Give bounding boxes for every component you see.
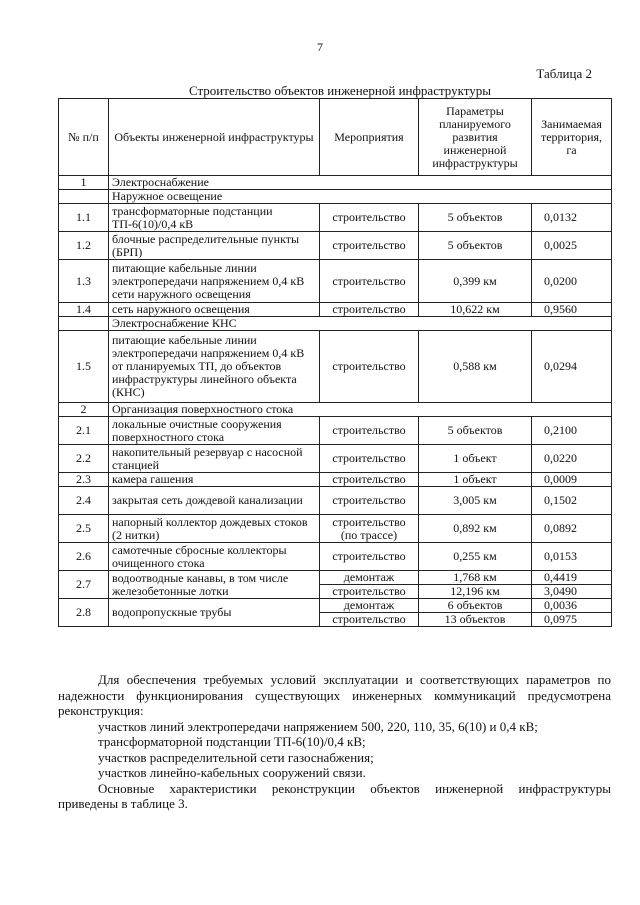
row-activity: строительство	[320, 303, 419, 317]
row-object: водопропускные трубы	[109, 599, 320, 627]
header-activities: Мероприятия	[320, 99, 419, 176]
row-object: блочные распределительные пункты (БРП)	[109, 232, 320, 260]
table-row	[59, 417, 612, 445]
subsection-row	[59, 317, 612, 331]
row-param: 6 объектов	[419, 599, 532, 613]
section-title: Электроснабжение	[109, 176, 612, 190]
row-param: 0,892 км	[419, 515, 532, 543]
row-num-empty	[59, 190, 109, 204]
row-param: 3,005 км	[419, 487, 532, 515]
row-object: напорный коллектор дождевых стоков (2 нитки)	[109, 515, 320, 543]
row-num: 1.4	[59, 303, 109, 317]
list-item: участков распределительной сети газоснабжения;	[98, 749, 374, 765]
row-num: 2.7	[59, 571, 109, 599]
row-param: 1 объект	[419, 445, 532, 473]
row-num: 2.6	[59, 543, 109, 571]
row-activity: строительство	[320, 543, 419, 571]
row-object: накопительный резервуар с насосной станцией	[109, 445, 320, 473]
row-num: 2	[59, 403, 109, 417]
section-title: Организация поверхностного стока	[109, 403, 612, 417]
subsection-title: Электроснабжение КНС	[109, 317, 612, 331]
row-area: 0,0036	[532, 599, 612, 613]
row-object: самотечные сбросные коллекторы очищенного стока	[109, 543, 320, 571]
row-area: 0,0892	[532, 515, 612, 543]
row-area: 0,0025	[532, 232, 612, 260]
row-num: 2.2	[59, 445, 109, 473]
row-param: 0,399 км	[419, 260, 532, 303]
row-num: 1.2	[59, 232, 109, 260]
subsection-row	[59, 190, 612, 204]
section-row	[59, 176, 612, 190]
row-activity: демонтаж	[320, 599, 419, 613]
row-object: питающие кабельные линии электропередачи напряжением 0,4 кВ от планируемых ТП, до объектов инфраструктуры линейного объекта (КНС)	[109, 331, 320, 403]
row-activity: демонтаж	[320, 571, 419, 585]
list-item: участков линейно-кабельных сооружений связи.	[98, 765, 366, 780]
subsection-title: Наружное освещение	[109, 190, 612, 204]
row-activity: строительство	[320, 445, 419, 473]
table-row	[59, 515, 612, 543]
list-item: трансформаторной подстанции ТП-6(10)/0,4 кВ;	[98, 734, 366, 749]
header-objects: Объекты инженерной инфраструктуры	[109, 99, 320, 176]
row-object: закрытая сеть дождевой канализации	[109, 487, 320, 515]
row-area: 0,9560	[532, 303, 612, 317]
row-area: 0,0009	[532, 473, 612, 487]
row-param: 13 объектов	[419, 613, 532, 627]
row-param: 1,768 км	[419, 571, 532, 585]
section-row	[59, 403, 612, 417]
table-row	[59, 445, 612, 473]
body-text	[58, 672, 611, 812]
row-num-empty	[59, 317, 109, 331]
table-title: Строительство объектов инженерной инфраструктуры	[188, 83, 492, 98]
row-num: 1.5	[59, 331, 109, 403]
row-activity: строительство	[320, 417, 419, 445]
row-activity: строительство	[320, 473, 419, 487]
table-row	[59, 543, 612, 571]
row-activity: строительство	[320, 204, 419, 232]
table-header-row	[59, 99, 612, 176]
row-param: 0,255 км	[419, 543, 532, 571]
row-param: 10,622 км	[419, 303, 532, 317]
header-num: № п/п	[59, 99, 109, 176]
table-label: Таблица 2	[536, 66, 592, 81]
row-param: 12,196 км	[419, 585, 532, 599]
row-area: 0,1502	[532, 487, 612, 515]
row-param: 0,588 км	[419, 331, 532, 403]
table-row	[59, 571, 612, 585]
row-area: 0,2100	[532, 417, 612, 445]
row-num: 2.1	[59, 417, 109, 445]
row-object: камера гашения	[109, 473, 320, 487]
row-param: 1 объект	[419, 473, 532, 487]
page-number: 7	[317, 40, 323, 54]
row-area: 3,0490	[532, 585, 612, 599]
row-object: водоотводные канавы, в том числе железобетонные лотки	[109, 571, 320, 599]
table-row	[59, 473, 612, 487]
row-object: локальные очистные сооружения поверхностного стока	[109, 417, 320, 445]
row-activity: строительство	[320, 487, 419, 515]
row-area: 0,4419	[532, 571, 612, 585]
table-row	[59, 204, 612, 232]
row-area: 0,0220	[532, 445, 612, 473]
row-param: 5 объектов	[419, 204, 532, 232]
list-item: участков линий электропередачи напряжением 500, 220, 110, 35, 6(10) и 0,4 кВ;	[98, 718, 538, 734]
row-area: 0,0132	[532, 204, 612, 232]
row-object: трансформаторные подстанции ТП-6(10)/0,4 кВ	[109, 204, 320, 232]
header-params: Параметры планируемого развития инженерной инфраструктуры	[419, 99, 532, 176]
row-num: 2.4	[59, 487, 109, 515]
row-num: 2.5	[59, 515, 109, 543]
row-activity: строительство	[320, 585, 419, 599]
row-activity: строительство	[320, 232, 419, 260]
row-object: питающие кабельные линии электропередачи напряжением 0,4 кВ сети наружного освещения	[109, 260, 320, 303]
row-num: 1	[59, 176, 109, 190]
paragraph-intro: Для обеспечения требуемых условий эксплуатации и соответствующих параметров по надежности функционирования существующих инженерных коммуникаций предусмотрена реконструкция:	[58, 672, 611, 718]
row-activity: строительство	[320, 331, 419, 403]
table-row	[59, 260, 612, 303]
row-activity: строительство (по трассе)	[320, 515, 419, 543]
table-row	[59, 331, 612, 403]
row-param: 5 объектов	[419, 417, 532, 445]
row-object: сеть наружного освещения	[109, 303, 320, 317]
row-area: 0,0200	[532, 260, 612, 303]
infrastructure-table	[58, 98, 612, 627]
row-num: 2.3	[59, 473, 109, 487]
row-activity: строительство	[320, 260, 419, 303]
table-row	[59, 599, 612, 613]
row-area: 0,0153	[532, 543, 612, 571]
row-area: 0,0975	[532, 613, 612, 627]
table-row	[59, 303, 612, 317]
row-num: 1.1	[59, 204, 109, 232]
row-area: 0,0294	[532, 331, 612, 403]
row-num: 1.3	[59, 260, 109, 303]
header-area: Занимаемая территория, га	[532, 99, 612, 176]
row-param: 5 объектов	[419, 232, 532, 260]
row-num: 2.8	[59, 599, 109, 627]
row-activity: строительство	[320, 613, 419, 627]
table-row	[59, 232, 612, 260]
table-row	[59, 487, 612, 515]
paragraph-conclusion: Основные характеристики реконструкции объектов инженерной инфраструктуры приведены в таблице 3.	[58, 780, 611, 811]
